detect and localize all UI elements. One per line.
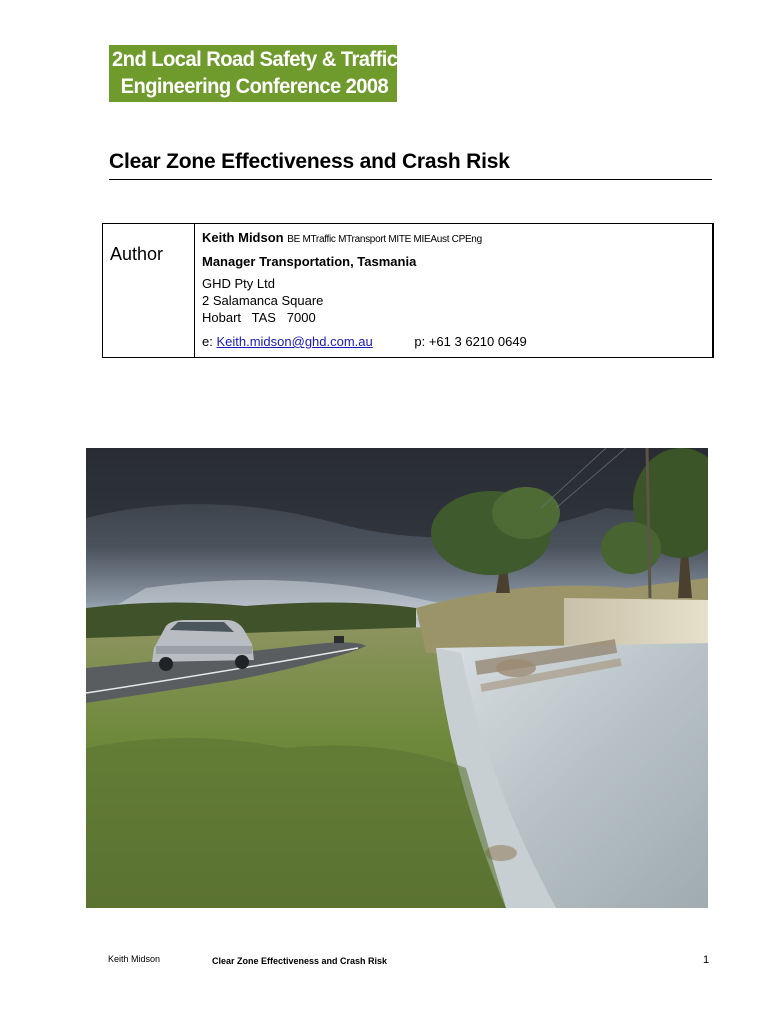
- author-company: GHD Pty Ltd: [202, 276, 275, 291]
- paper-title: Clear Zone Effectiveness and Crash Risk: [109, 150, 510, 173]
- author-qualifications: BE MTraffic MTransport MITE MIEAust CPEng: [287, 234, 482, 245]
- logo-line-2: Engineering Conference 2008: [120, 75, 389, 98]
- author-details: [202, 229, 527, 350]
- author-name-line: [202, 229, 527, 248]
- footer-page-number: 1: [703, 954, 710, 966]
- author-address-line-2: Hobart TAS 7000: [202, 310, 316, 325]
- roadside-barrier-photo: [86, 448, 708, 908]
- title-underline: [109, 179, 712, 180]
- author-label: Author: [103, 224, 195, 357]
- author-table: [102, 223, 714, 358]
- logo-line-1: 2nd Local Road Safety & Traffic: [112, 48, 398, 71]
- conference-logo: [109, 45, 397, 102]
- email-link[interactable]: Keith.midson@ghd.com.au: [216, 334, 373, 349]
- footer-title: Clear Zone Effectiveness and Crash Risk: [212, 956, 388, 966]
- author-contact: [202, 333, 527, 350]
- barrier-end-post: [564, 598, 708, 646]
- author-role: Manager Transportation, Tasmania: [202, 254, 417, 269]
- phone-number: p: +61 3 6210 0649: [414, 334, 527, 349]
- author-address-line-1: 2 Salamanca Square: [202, 293, 324, 308]
- author-name: Keith Midson: [202, 230, 284, 245]
- footer-author: Keith Midson: [108, 954, 161, 964]
- distant-car: [334, 636, 344, 643]
- email-prefix: e:: [202, 334, 213, 349]
